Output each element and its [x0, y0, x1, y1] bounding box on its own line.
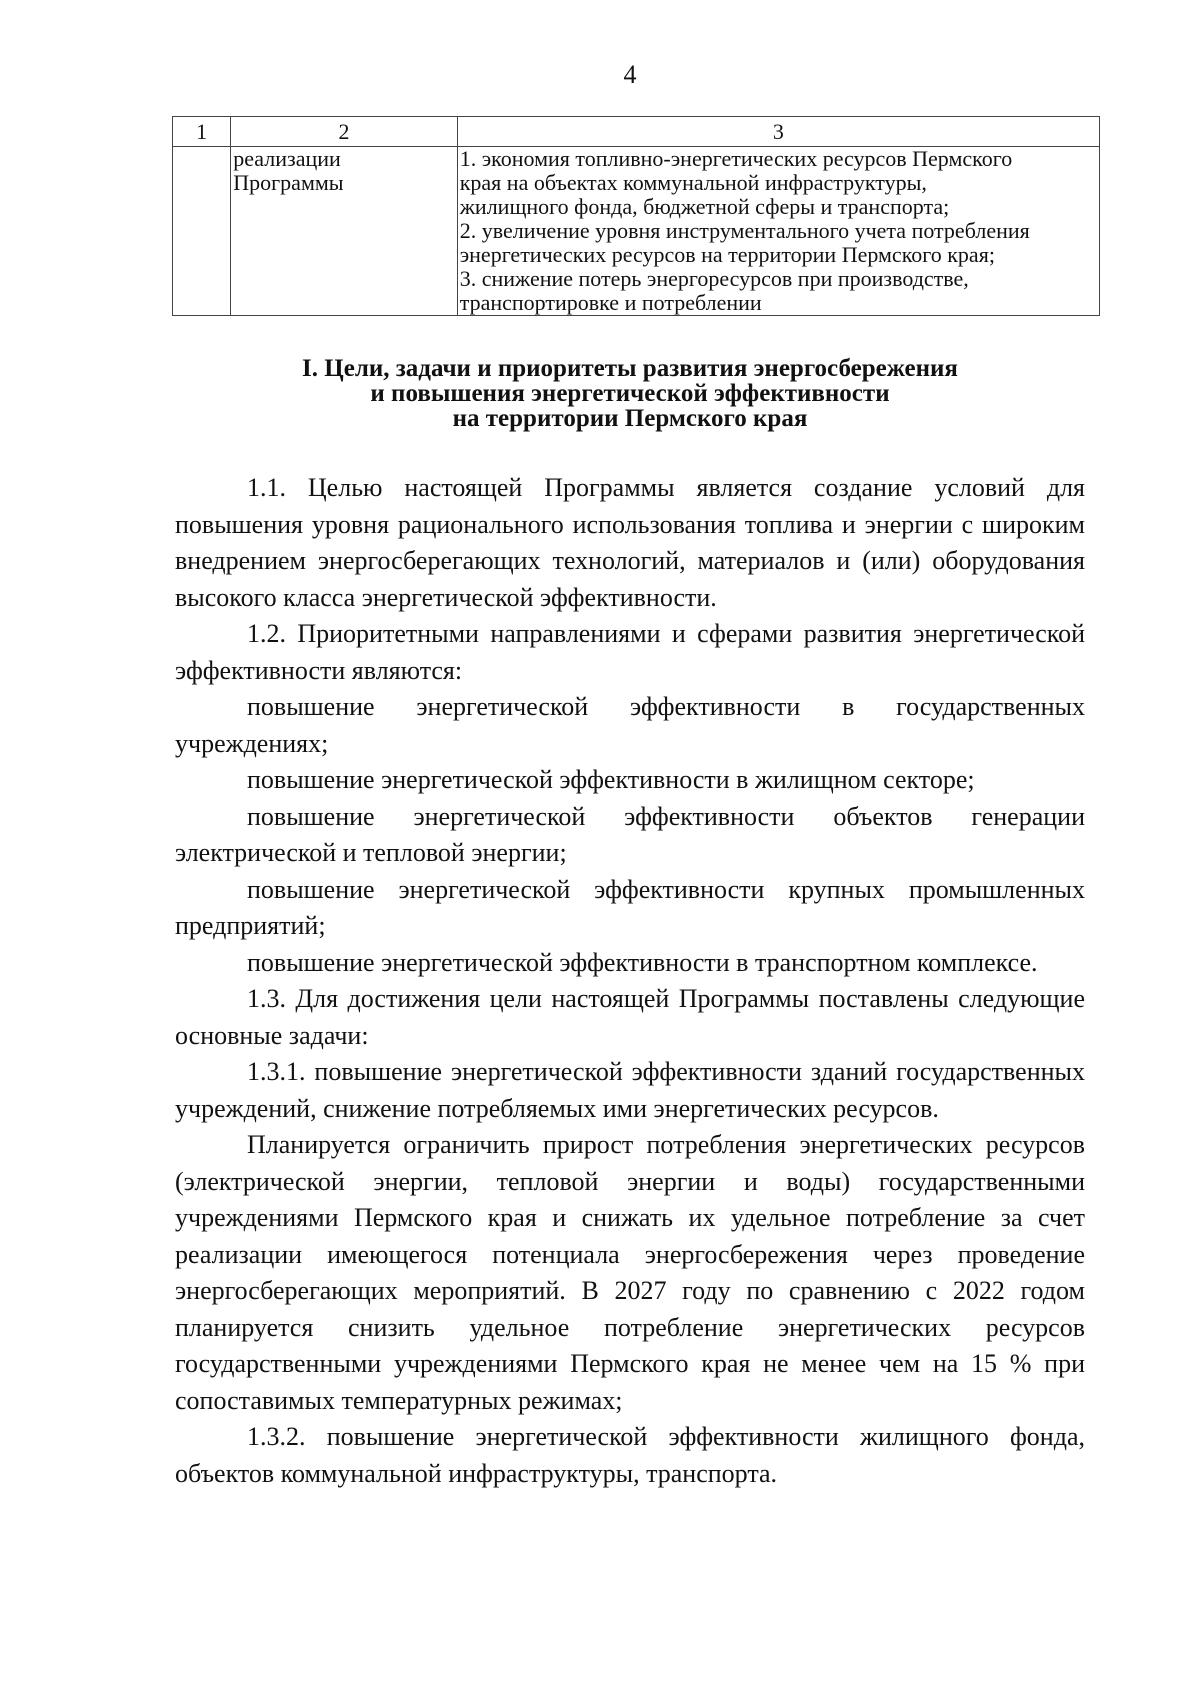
list-item-state-institutions: повышение энергетической эффективности в государственных учреждениях; [175, 692, 1085, 758]
table-cell-label-line: реализации [233, 146, 341, 171]
paragraph-1-3: 1.3. Для достижения цели настоящей Программы поставлены следующие основные задачи: [175, 984, 1085, 1050]
page-number: 4 [623, 60, 637, 89]
section-title-line: и повышения энергетической эффективности [370, 380, 890, 407]
table-cell-result-line: 1. экономия топливно-энергетических ресурсов Пермского [459, 146, 1013, 171]
table-cell-result-line: края на объектах коммунальной инфраструктуры, [459, 170, 927, 195]
table-header-cell-2: 2 [231, 117, 457, 147]
paragraph-1-3-2: 1.3.2. повышение энергетической эффективности жилищного фонда, объектов коммунальной инфраструктуры, транспорта. [175, 1422, 1085, 1488]
list-item-housing-sector: повышение энергетической эффективности в жилищном секторе; [247, 765, 975, 794]
table-cell-result-line: жилищного фонда, бюджетной сферы и транспорта; [459, 194, 950, 219]
section-title-line: на территории Пермского края [452, 405, 808, 432]
table-cell-label [231, 147, 457, 316]
table-cell-result-line: 3. снижение потерь энергоресурсов при производстве, [459, 266, 969, 291]
list-item-industrial-enterprises: повышение энергетической эффективности крупных промышленных предприятий; [175, 874, 1085, 940]
list-item-transport-complex: повышение энергетической эффективности в транспортном комплексе. [247, 947, 1038, 977]
table-cell-result-line: 2. увеличение уровня инструментального учета потребления [459, 218, 1030, 243]
section-title [160, 356, 1100, 431]
table-row [173, 147, 1100, 316]
table-header-cell-1: 1 [173, 117, 231, 147]
table-header-cell-3: 3 [457, 117, 1099, 147]
paragraph-planning: Планируется ограничить прирост потребления энергетических ресурсов (электрической энергии, тепловой энергии и воды) государственными учреждениями Пермского края и снижать их удельное потребление за счет реализации имеющегося потенциала энергосбережения через проведение энергосберегающих мероприятий. В 2027 году по сравнению с 2022 годом планируется снизить удельное потребление энергетических ресурсов государственными учреждениями Пермского края не менее чем на 15 % при сопоставимых температурных режимах; [175, 1130, 1085, 1415]
table-header-row [173, 117, 1100, 147]
table-cell-number [173, 147, 231, 316]
section-title-line: I. Цели, задачи и приоритеты развития энергосбережения [302, 355, 958, 382]
list-item-generation-facilities: повышение энергетической эффективности объектов генерации электрической и тепловой энергии; [175, 801, 1085, 867]
body-text [175, 470, 1085, 1492]
paragraph-1-1: 1.1. Целью настоящей Программы является создание условий для повышения уровня рационального использования топлива и энергии с широким внедрением энергосберегающих технологий, материалов и (или) оборудования высокого класса энергетической эффективности. [175, 473, 1085, 612]
table-cell-results [457, 147, 1099, 316]
paragraph-1-3-1: 1.3.1. повышение энергетической эффективности зданий государственных учреждений, снижение потребляемых ими энергетических ресурсов. [175, 1057, 1085, 1123]
table-cell-result-line: энергетических ресурсов на территории Пермского края; [459, 242, 995, 267]
paragraph-1-2: 1.2. Приоритетными направлениями и сферами развития энергетической эффективности являются: [175, 619, 1085, 685]
summary-table [172, 116, 1100, 316]
table-cell-label-line: Программы [233, 170, 344, 195]
table-cell-result-line: транспортировке и потреблении [459, 290, 762, 315]
